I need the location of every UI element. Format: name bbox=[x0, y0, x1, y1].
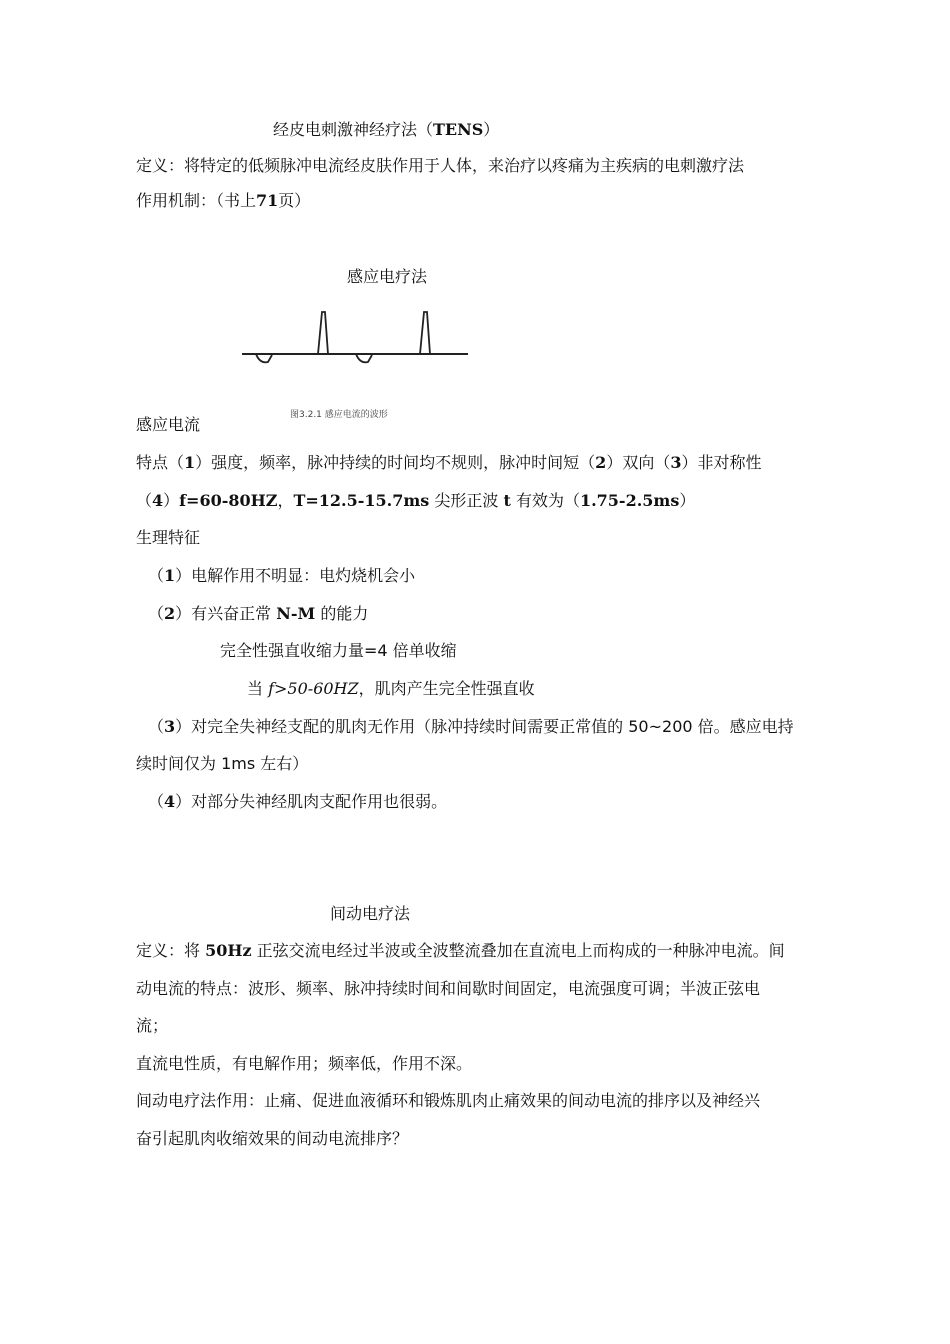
item-duration: 1ms bbox=[221, 754, 256, 773]
interferential-line-5: 间动电疗法作用：止痛、促进血液循环和锻炼肌肉止痛效果的间动电流的排序以及神经兴 bbox=[136, 1091, 761, 1110]
item-text: ）有兴奋正常 bbox=[175, 604, 277, 623]
physio-title: 生理特征 bbox=[136, 528, 201, 547]
mechanism-page-number: 71 bbox=[256, 191, 279, 210]
tens-title-abbr: TENS bbox=[433, 120, 484, 139]
item-number: 1 bbox=[164, 566, 176, 585]
interferential-line-3: 流； bbox=[136, 1016, 169, 1035]
physio-item-3 bbox=[148, 716, 794, 738]
induced-title: 感应电疗法 bbox=[347, 267, 428, 286]
features-line-2 bbox=[136, 490, 695, 512]
item-text: 续时间仅为 bbox=[136, 754, 222, 773]
interferential-line-4: 直流电性质，有电解作用；频率低，作用不深。 bbox=[136, 1054, 473, 1073]
features-number: 3 bbox=[670, 453, 682, 472]
tens-definition: 定义：将特定的低频脉冲电流经皮肤作用于人体，来治疗以疼痛为主疾病的电刺激疗法 bbox=[136, 156, 745, 175]
def-text: 定义：将 bbox=[136, 941, 206, 960]
item-text: ）对完全失神经支配的肌肉无作用（脉冲持续时间需要正常值的 bbox=[175, 717, 629, 736]
item-text: ）对部分失神经肌肉支配作用也很弱。 bbox=[175, 792, 448, 811]
features-text: 特点（ bbox=[136, 453, 185, 472]
tens-title bbox=[273, 119, 499, 141]
waveform-spike-1 bbox=[318, 312, 328, 354]
item-text: 左右） bbox=[255, 754, 309, 773]
physio-item-1 bbox=[148, 565, 415, 587]
physio-item-2 bbox=[148, 603, 368, 625]
induced-current-label: 感应电流 bbox=[136, 415, 201, 434]
item-text: ）电解作用不明显：电灼烧机会小 bbox=[175, 566, 416, 585]
features-number: 1 bbox=[184, 453, 196, 472]
mechanism-text: 作用机制：（书上 bbox=[136, 191, 257, 210]
figure-caption: 图3.2.1 感应电流的波形 bbox=[290, 410, 388, 420]
item-term: N-M bbox=[276, 604, 316, 623]
frequency-note bbox=[247, 678, 535, 700]
features-text: 尖形正波 bbox=[429, 491, 504, 510]
physio-item-3-cont bbox=[136, 753, 308, 775]
item-text: （ bbox=[148, 717, 165, 736]
def-text: 正弦交流电经过半波或全波整流叠加在直流电上而构成的一种脉冲电流。间 bbox=[251, 941, 785, 960]
features-text: ） bbox=[679, 491, 696, 510]
item-text: （ bbox=[148, 604, 165, 623]
tetanic-note: 完全性强直收缩力量=4 倍单收缩 bbox=[220, 641, 457, 660]
features-text: ） bbox=[163, 491, 180, 510]
period-value: T=12.5-15.7ms bbox=[293, 491, 430, 510]
features-text: ）双向（ bbox=[606, 453, 671, 472]
item-number: 3 bbox=[164, 717, 176, 736]
interferential-title: 间动电疗法 bbox=[330, 904, 411, 923]
waveform-figure bbox=[238, 298, 486, 390]
tens-mechanism bbox=[136, 190, 310, 212]
note-text: ，肌肉产生完全性强直收 bbox=[358, 679, 535, 698]
item-text: 的能力 bbox=[315, 604, 369, 623]
frequency-value: f=60-80HZ bbox=[179, 491, 278, 510]
def-frequency: 50Hz bbox=[205, 941, 252, 960]
mechanism-text-end: 页） bbox=[278, 191, 311, 210]
interferential-definition bbox=[136, 940, 785, 962]
effective-width-value: 1.75-2.5ms bbox=[579, 491, 680, 510]
tens-title-end: ） bbox=[483, 120, 500, 139]
features-text: ）强度，频率，脉冲持续的时间均不规则，脉冲时间短（ bbox=[195, 453, 596, 472]
features-text: ， bbox=[277, 491, 294, 510]
features-text: （ bbox=[136, 491, 153, 510]
item-number: 4 bbox=[164, 792, 176, 811]
interferential-line-6: 奋引起肌肉收缩效果的间动电流排序？ bbox=[136, 1129, 409, 1148]
item-text: 倍。感应电持 bbox=[692, 717, 794, 736]
note-text: 当 bbox=[247, 679, 269, 698]
interferential-line-2: 动电流的特点：波形、频率、脉冲持续时间和间歇时间固定，电流强度可调；半波正弦电 bbox=[136, 979, 761, 998]
waveform-negative-phase-2 bbox=[356, 354, 372, 362]
features-text: 有效为（ bbox=[510, 491, 580, 510]
features-number: 4 bbox=[152, 491, 164, 510]
item-text: （ bbox=[148, 566, 165, 585]
waveform-negative-phase-1 bbox=[256, 354, 272, 362]
features-text: ）非对称性 bbox=[681, 453, 762, 472]
tens-title-text: 经皮电刺激神经疗法（ bbox=[273, 120, 434, 139]
physio-item-4 bbox=[148, 791, 447, 813]
note-frequency: f>50-60HZ bbox=[268, 679, 359, 698]
item-text: （ bbox=[148, 792, 165, 811]
features-number: 2 bbox=[595, 453, 607, 472]
waveform-spike-2 bbox=[420, 312, 430, 354]
item-multiplier: 50~200 bbox=[628, 717, 693, 736]
item-number: 2 bbox=[164, 604, 176, 623]
features-symbol: t bbox=[503, 491, 511, 510]
features-line-1 bbox=[136, 452, 761, 474]
